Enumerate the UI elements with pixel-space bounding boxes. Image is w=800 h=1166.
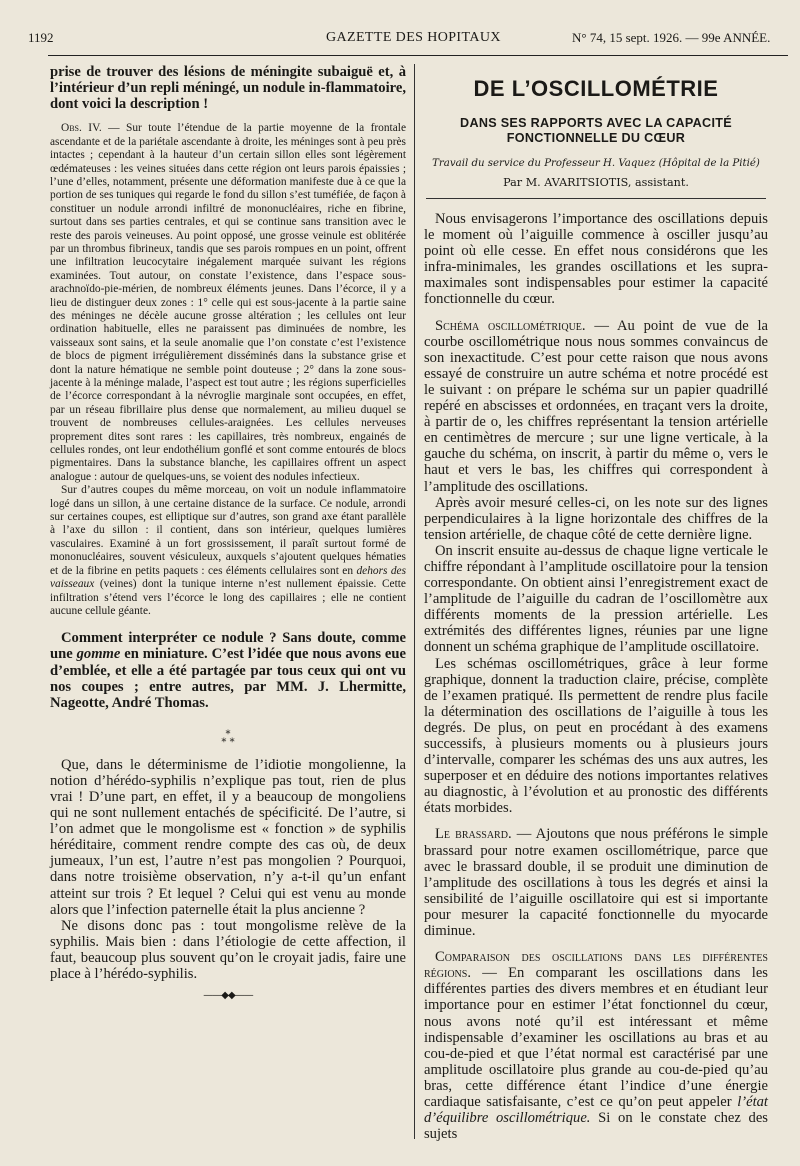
schema-text: Au point de vue de la courbe oscillométrique nous nous sommes convaincus de son inexactitude. C’est pour cette raison que nous avons essayé de construire un autre schéma et notre procédé est le suivant : on prépare le schéma sur un papier quadrillé repéré en abscisses et ordonnées, en traçant vers la droite, à partir de o, les chiffres représentant la tension artérielle en centimètres de mercure ; sur une ligne verticale, à la gauche du schéma, on inscrit, à partir du même o, vers le haut et vers le bas, les chiffres qui correspondent à l’amplitude des oscillations. <box>424 317 769 495</box>
end-ornament: ——◆◆—— <box>203 990 253 1002</box>
interpretation-paragraph <box>50 630 406 710</box>
comparison-heading: Comparaison des oscillations dans les différentes régions. — <box>424 949 768 982</box>
running-header <box>28 30 786 52</box>
intro-paragraph: prise de trouver des lésions de méningite subaiguë et, à l’intérieur d’un repli méningé, un nodule in-flammatoire, dont voici la description ! <box>50 64 406 113</box>
star-bottom: * * <box>221 736 235 748</box>
interpretation-text-b: en miniature. C’est l’idée que nous avons eue d’emblée, et elle a été partagée par tous ceux qui ont vu nos coupes ; entre autres, par MM. J. Lhermitte, Nageotte, André Thomas. <box>50 646 407 711</box>
article-paragraph-4: On inscrit ensuite au-dessus de chaque ligne verticale le chiffre répondant à l’amplitude oscillatoire pour la tension correspondante. On obtient ainsi l’enregistrement exact de l’amplitude de l’aiguille du cadran de l’oscillomètre aux différents moments de la pression artérielle. Les extrémités des différentes lignes, réunies par une ligne donnent un schéma graphique de l’amplitude oscillatoire. <box>424 542 768 656</box>
journal-title: GAZETTE DES HOPITAUX <box>326 30 501 45</box>
interpretation-emphasis: gomme <box>76 646 121 663</box>
comparison-emphasis: l’état d’équilibre oscillométrique. <box>424 1093 768 1127</box>
article-header-rule <box>426 198 766 199</box>
star-top: * <box>225 728 231 740</box>
header-rule <box>48 55 788 56</box>
conclusion-paragraph: Ne disons donc pas : tout mongolisme relève de la syphilis. Mais bien : dans l’étiologie de cette affection, il faut, beaucoup plus souvent qu’on le croyait jadis, faire une place à l’hérédo-syphilis. <box>50 917 406 982</box>
observation-emphasis: dehors des vaisseaux <box>50 564 407 591</box>
article-author: Par M. AVARITSIOTIS, assistant. <box>503 176 689 189</box>
article-paragraph-3: Après avoir mesuré celles-ci, on les note sur des lignes perpendiculaires à la ligne horizontale des chiffres de la tension artérielle, de chaque côté de cette dernière ligne. <box>424 494 768 543</box>
observation-paragraph-2 <box>50 484 406 618</box>
issue-info: N° 74, 15 sept. 1926. — 99e ANNÉE. <box>572 30 771 45</box>
article-title: DE L’OSCILLOMÉTRIE <box>473 76 719 101</box>
schema-paragraph <box>424 318 768 495</box>
page-number: 1192 <box>28 30 54 45</box>
observation-text-2a: Sur d’autres coupes du même morceau, on voit un nodule inflammatoire logé dans un sillon, à une certaine distance de la surface. Ce nodule, arrondi sur certaines coupes, est elliptique sur d’autres, son grand axe étant parallèle à l’axe du sillon : il contient, dans son intérieur, quelques lumières vasculaires. Examiné à un fort grossissement, il paraît surtout formé de mononucléaires, souvent vésiculeux, auxquels s’ajoutent quelques hématies et de la fibrine en petits paquets : ces éléments cellulaires sont en <box>50 484 406 577</box>
brassard-heading: Le brassard. — <box>435 826 532 843</box>
article-paragraph-5: Les schémas oscillométriques, grâce à leur forme graphique, donnent la traduction claire, précise, complète de l’examen pratiqué. Ils permettent de rendre plus facile la détermination des oscillations de l’aiguille à tous les degrés. De plus, on peut en procédant à des examens successifs, à plusieurs moments ou à plusieurs jours d’intervalle, comparer les schémas des uns aux autres, les superposer et en déduire des notions importantes relatives au diagnostic, à l’évolution et au pronostic des différents états morbides. <box>424 655 768 817</box>
comparison-text-b: Si on le constate chez des sujets <box>424 1110 768 1143</box>
article-subtitle <box>424 116 768 146</box>
observation-paragraph <box>50 122 406 484</box>
article-subtitle-line-1: DANS SES RAPPORTS AVEC LA CAPACITÉ <box>460 116 732 130</box>
article-paragraph-1: Nous envisagerons l’importance des oscillations depuis le moment où l’aiguille commence à osciller jusqu’au point où elle cesse. En effet nous considérons que les infra-minimales, les grandes oscillations et les supra-maximales sont indispensables pour estimer la capacité fonctionnelle du cœur. <box>424 211 768 308</box>
comparison-paragraph <box>424 949 768 1142</box>
interpretation-text-a: Comment interpréter ce nodule ? Sans doute, comme une <box>50 630 406 663</box>
mongolism-paragraph: Que, dans le déterminisme de l’idiotie mongolienne, la notion d’hérédo-syphilis n’explique pas tout, rien de plus vrai ! D’une part, en effet, il y a beaucoup de mongoliens qui ne sont nullement entachés de spécificité. De l’autre, si l’on admet que le mongolisme est « fonction » de syphilis héréditaire, comment rendre compte des cas où, de deux jumeaux, l’un est, l’autre n’est pas mongolien ? Pourquoi, dans notre troisième observation, n’y a-t-il qu’un enfant atteint sur trois ? Et lequel ? Celui qui est venu au monde alors que l’infection paternelle était la plus ancienne ? <box>50 756 406 918</box>
observation-text-2b: (veines) dont la tunique interne n’est nullement épaissie. Cette infiltration s’étend vers l’écorce le long des capillaires ; elle ne contient aucune cellule géante. <box>50 578 406 617</box>
comparison-text-a: En comparant les oscillations dans les différentes parties des divers membres et en étudiant leur importance pour en estimer l’état fonctionnel du cœur, nous avons noté qu’il est intéressant et même indispensable d’examiner les oscillations au bras et au cou-de-pied et que l’état normal est caractérisé par une amplitude oscillatoire plus grande au cou-de-pied qu’au bras, cette différence étant l’indice d’une énergie cardiaque satisfaisante, c’est ce qu’on peut appeler <box>424 965 768 1110</box>
brassard-text: Ajoutons que nous préférons le simple brassard pour notre examen oscillométrique, parce que avec le brassard double, il se produit une diminution de l’amplitude des oscillations à tous les degrés et ainsi la sensibilité de l’aiguille oscillatoire qui est si importante pour mesurer la capacité fonctionnelle du myocarde diminue. <box>424 826 768 940</box>
brassard-paragraph <box>424 826 768 939</box>
schema-heading: Schéma oscillométrique. — <box>435 317 609 334</box>
observation-label: Obs. IV. — <box>61 122 120 135</box>
article-origin: Travail du service du Professeur H. Vaquez (Hôpital de la Pitié) <box>432 158 760 169</box>
column-divider <box>414 64 415 1139</box>
article-subtitle-line-2: FONCTIONNELLE DU CŒUR <box>506 131 686 145</box>
section-stars <box>50 728 406 748</box>
observation-text: Sur toute l’étendue de la partie moyenne de la frontale ascendante et de la pariétale ascendante à droite, les méninges sont à peu près intactes ; cependant à la hauteur d’un certain sillon elles sont légèrement œdémateuses : les veines situées dans cette région ont leurs parois épaissies ; l’une d’elles, notamment, présente une déformation manifeste due à ce que la portion de ses tuniques qui regarde le fond du sillon s’est tuméfiée, de façon à constituer un nodule arrondi infiltré de mononucléaires, riche en fibrine, surtout dans ses parties centrales, et qui se continue sans transition avec le reste des parois veineuses. Au point opposé, une grosse veinule est oblitérée par un thrombus fibrineux, tandis que ses parois rompues en un point, offrent une infiltration leucocytaire inégalement marquée suivant les régions examinées. Tout autour, on constate l’existence, dans l’espace sous-arachnoïdo-pie-mérien, de nombreux éléments jeunes. Dans l’écorce, il y a lieu de distinguer deux zones : 1° celle qui est sous-jacente à la partie saine des méninges ne décèle aucune grosse altération ; les cellules ont leur ordination habituelle, elles ne paraissent pas diminuées de nombre, les vaisseaux sont sains, et la seule anomalie que l’on constate c’est l’existence de blocs de pigment irrégulièrement disséminés dans la substance grise et dont la nature hématique ne semble point douteuse ; 2° dans la zone sous-jacente à la méninge malade, l’aspect est tout autre ; les régions superficielles de l’écorce correspondant à la névroglie marginale sont occupées, en effet, par un réseau fibrillaire plus dense que normalement, au milieu duquel se trouvent de nombreuses cellules-araignées. Les cellules nerveuses proprement dites sont rares : les capillaires, très nombreux, engainés de cellules rondes, ont leur endothélium gonflé et sont comme entourés de blocs pigmentaires. Dans la substance blanche, les capillaires offrent un aspect analogue : autour de quelques-uns, se voient des nodules infectieux. <box>50 122 407 483</box>
left-column <box>50 64 406 1001</box>
right-column <box>424 64 768 1142</box>
